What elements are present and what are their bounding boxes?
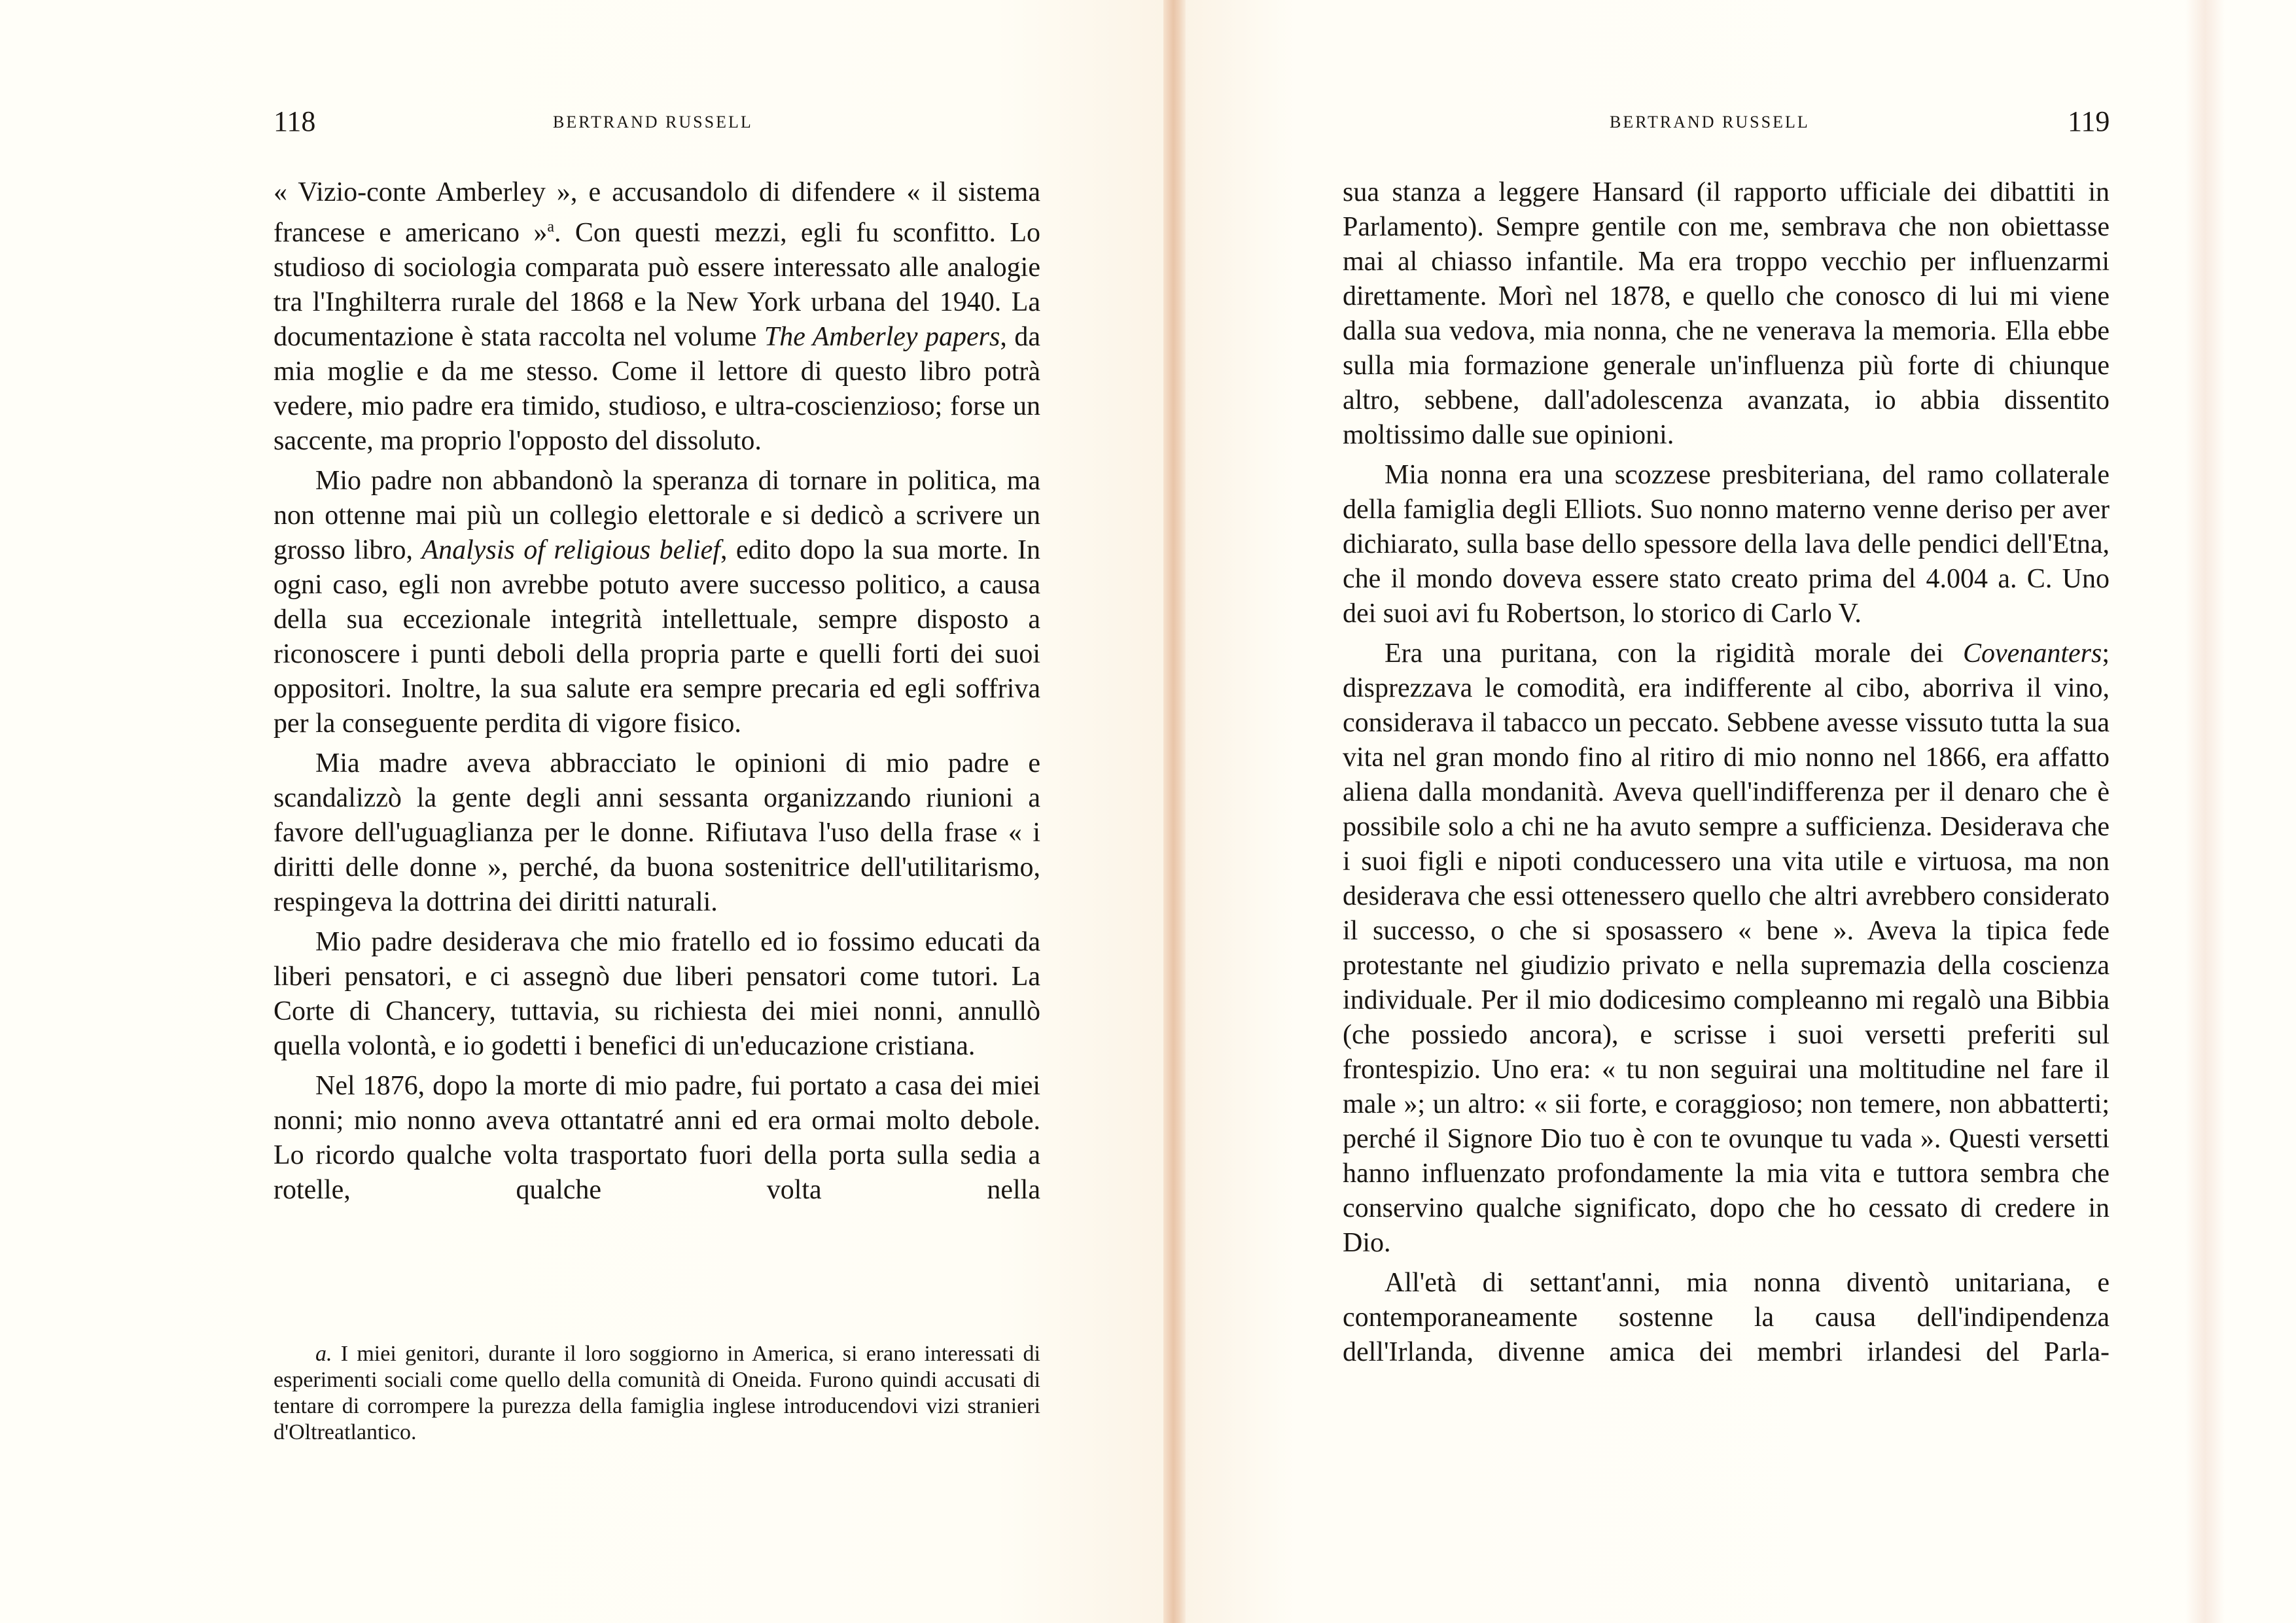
paragraph-text: , da mia moglie e da me stesso. Come il lettore di questo libro potrà vedere, mio padre era timido, studioso, e ultra-coscienzioso; forse un saccente, ma proprio l'opposto del dissoluto. bbox=[274, 322, 1040, 456]
paragraph bbox=[274, 175, 1040, 459]
book-title: Analysis of religious belief bbox=[421, 535, 720, 565]
right-body-text bbox=[1343, 175, 2110, 1370]
page-edge-shadow bbox=[2185, 0, 2225, 1623]
paragraph: All'età di settant'anni, mia nonna diventò unitariana, e contemporaneamente sostenne la causa dell'indipendenza dell'Irlanda, divenne amica dei membri irlandesi del Parla- bbox=[1343, 1268, 2110, 1367]
paragraph: Mia madre aveva abbracciato le opinioni di mio padre e scandalizzò la gente degli anni sessanta organizzando riunioni a favore dell'uguaglianza per le donne. Rifiutava l'uso della frase « i diritti delle donne », perché, da buona sostenitrice dell'utilitarismo, respingeva la dottrina dei diritti naturali. bbox=[274, 748, 1040, 917]
book-title: The Amberley papers bbox=[764, 322, 1000, 352]
left-body-text bbox=[274, 175, 1040, 1208]
right-running-head: BERTRAND RUSSELL bbox=[1610, 113, 1810, 131]
paragraph bbox=[274, 464, 1040, 741]
footnote-reference: a bbox=[547, 218, 555, 236]
paragraph: Mia nonna era una scozzese presbiteriana, del ramo collaterale della famiglia degli Elliots. Suo nonno materno venne deriso per aver dichiarato, sulla base dello spessore della lava delle pendici dell'Etna, che il mondo doveva essere stato creato prima del 4.004 a. C. Uno dei suoi avi fu Robertson, lo storico di Carlo V. bbox=[1343, 460, 2110, 629]
paragraph-text: , edito dopo la sua morte. In ogni caso, egli non avrebbe potuto avere successo politico, a causa della sua eccezionale integrità intellettuale, sempre disposto a riconoscere i punti deboli della propria parte e quelli forti dei suoi oppositori. Inoltre, la sua salute era sempre precaria ed egli soffriva per la conseguente perdita di vigore fisico. bbox=[274, 535, 1041, 739]
paragraph-text: ; disprezzava le comodità, era indifferente al cibo, aborriva il vino, considerava il tabacco un peccato. Sebbene avesse vissuto tutta la sua vita nel gran mondo fino al ritiro di mio nonno nel 1866, era affatto aliena dalla mondanità. Aveva quell'indifferenza per il denaro che è possibile solo a chi ne ha avuto sempre a sufficienza. Desiderava che i suoi figli e nipoti conducessero una vita utile e virtuosa, ma non desiderava che essi ottenessero quello che altri avrebbero considerato il successo, o che si sposassero « bene ». Aveva la tipica fede protestante nel giudizio privato e nella supremazia della coscienza individuale. Per il mio dodicesimo compleanno mi regalò una Bibbia (che possiedo ancora), e scrisse i suoi versetti preferiti sul frontespizio. Uno era: « tu non seguirai una moltitudine nel fare il male »; un altro: « sii forte, e coraggioso; non temere, non abbatterti; perché il Signore Dio tuo è con te ovunque tu vada ». Questi versetti hanno influenzato profondamente la mia vita e tuttora sembra che conservino qualche significato, dopo che ho cessato di credere in Dio. bbox=[1343, 638, 2110, 1258]
paragraph-text: . Con questi mezzi, egli fu sconfitto. Lo studioso di sociologia comparata può essere interessato alle analogie tra l'Inghilterra rurale del 1868 e la New York urbana del 1940. La documentazione è stata raccolta nel volume bbox=[274, 218, 1041, 352]
book-gutter bbox=[1163, 0, 1186, 1623]
paragraph-text: Era una puritana, con la rigidità morale dei bbox=[1385, 638, 1964, 669]
footnote bbox=[274, 1341, 1040, 1446]
paragraph bbox=[1343, 637, 2110, 1261]
left-page-number: 118 bbox=[274, 105, 316, 137]
footnote-mark: a. bbox=[315, 1342, 332, 1366]
footnote-text: I miei genitori, durante il loro soggiorno in America, si erano interessati di esperimenti sociali come quello della comunità di Oneida. Furono quindi accusati di tentare di corrompere la purezza della famiglia inglese introducendovi vizi stranieri d'Oltreatlantico. bbox=[274, 1342, 1041, 1444]
paragraph: Nel 1876, dopo la morte di mio padre, fui portato a casa dei miei nonni; mio nonno aveva ottantatré anni ed era ormai molto debole. Lo ricordo qualche volta trasportato fuori della porta sulla sedia a rotelle, qualche volta nella bbox=[274, 1071, 1040, 1205]
paragraph: Mio padre desiderava che mio fratello ed io fossimo educati da liberi pensatori, e ci assegnò due liberi pensatori come tutori. La Corte di Chancery, tuttavia, su richiesta dei miei nonni, annullò quella volontà, e io godetti i benefici di un'educazione cristiana. bbox=[274, 927, 1040, 1061]
paragraph: sua stanza a leggere Hansard (il rapporto ufficiale dei dibattiti in Parlamento). Sempre gentile con me, sembrava che non obiettasse mai al chiasso infantile. Ma era troppo vecchio per influenzarmi direttamente. Morì nel 1878, e quello che conosco di lui mi viene dalla sua vedova, mia nonna, che ne venerava la memoria. Ella ebbe sulla mia formazione generale un'influenza più forte di chiunque altro, sebbene, dall'adolescenza avanzata, io abbia dissentito moltissimo dalle sue opinioni. bbox=[1343, 177, 2110, 450]
left-running-head: BERTRAND RUSSELL bbox=[553, 113, 753, 131]
italic-term: Covenanters bbox=[1963, 638, 2102, 669]
paragraph-text: Mio padre non abbandonò la speranza di tornare in politica, ma non ottenne mai più un collegio elettorale e si dedicò a scrivere un grosso libro, bbox=[274, 466, 1040, 565]
right-page-number: 119 bbox=[2068, 105, 2110, 137]
paragraph-text: « Vizio-conte Amberley », e accusandolo di difendere « il sistema francese e americano » bbox=[274, 177, 1040, 248]
